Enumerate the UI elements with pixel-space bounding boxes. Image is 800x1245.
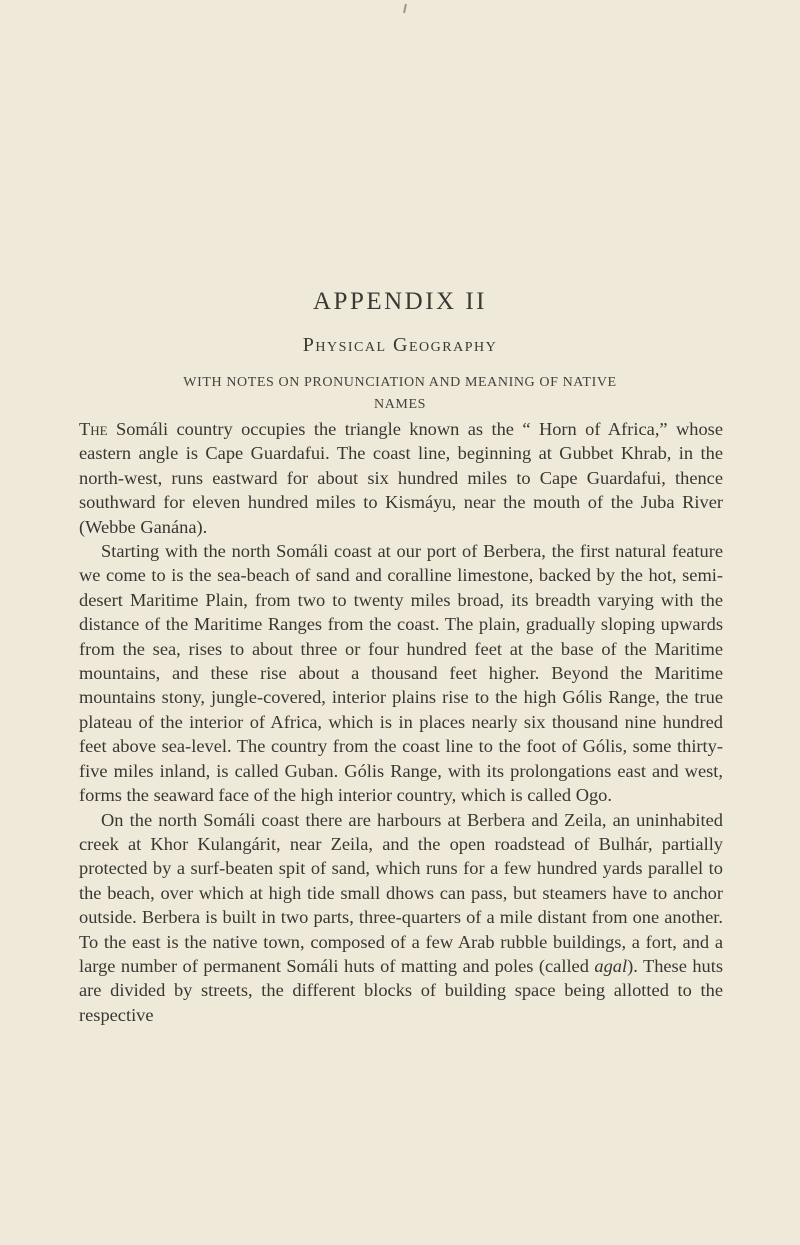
paragraph-3-text-before: On the north Somáli coast there are harbours at Berbera and Zeila, an uninhabited creek at Khor Kulangárit, near Zeila, and the open roadstead of Bulhár, partially protected by a surf-beaten spit of sand, which runs for a few hundred yards parallel to the beach, over which at high tide small dhows can pass, but steamers have to anchor outside. Berbera is built in two parts, three-quarters of a mile distant from one another. To the east is the native town, composed of a few Arab rubble buildings, a fort, and a large number of permanent Somáli huts of matting and poles (called xyxy=(79,809,723,976)
lead-word: The xyxy=(79,419,108,439)
section-subtitle: WITH NOTES ON PRONUNCIATION AND MEANING OF NATIVE NAMES xyxy=(183,375,617,412)
paragraph-3 xyxy=(79,808,723,1028)
appendix-heading: APPENDIX II xyxy=(312,288,488,315)
paragraph-1-text: Somáli country occupies the triangle known as the “ Horn of Africa,” whose eastern angle is Cape Guardafui. The coast line, beginning at Gubbet Khrab, in the north-west, runs eastward for about six hundred miles to Cape Guardafui, thence southward for eleven hundred miles to Kismáyu, near the mouth of the Juba River (Webbe Ganána). xyxy=(79,419,723,537)
section-title: Physical Geography xyxy=(302,334,498,356)
paragraph-1 xyxy=(79,417,723,539)
page-mark xyxy=(403,4,407,13)
paragraph-2: Starting with the north Somáli coast at our port of Berbera, the first natural feature we come to is the sea-beach of sand and coralline limestone, backed by the hot, semi-desert Maritime Plain, from two to twenty miles broad, its breadth varying with the distance of the Maritime Ranges from the coast. The plain, gradually sloping upwards from the sea, rises to about three or four hundred feet at the base of the Maritime mountains, and these rise about a thousand feet higher. Beyond the Maritime mountains stony, jungle-covered, interior plains rise to the high Gólis Range, the true plateau of the interior of Africa, which is in places nearly six thousand nine hundred feet above sea-level. The country from the coast line to the foot of Gólis, some thirty-five miles inland, is called Guban. Gólis Range, with its prolongations east and west, forms the seaward face of the high interior country, which is called Ogo. xyxy=(79,541,723,806)
body-text xyxy=(79,417,723,1027)
native-term: agal xyxy=(594,955,628,976)
paragraph-3-text-after: ). These huts are divided by streets, the different blocks of building space being allotted to the respective xyxy=(79,955,723,1025)
